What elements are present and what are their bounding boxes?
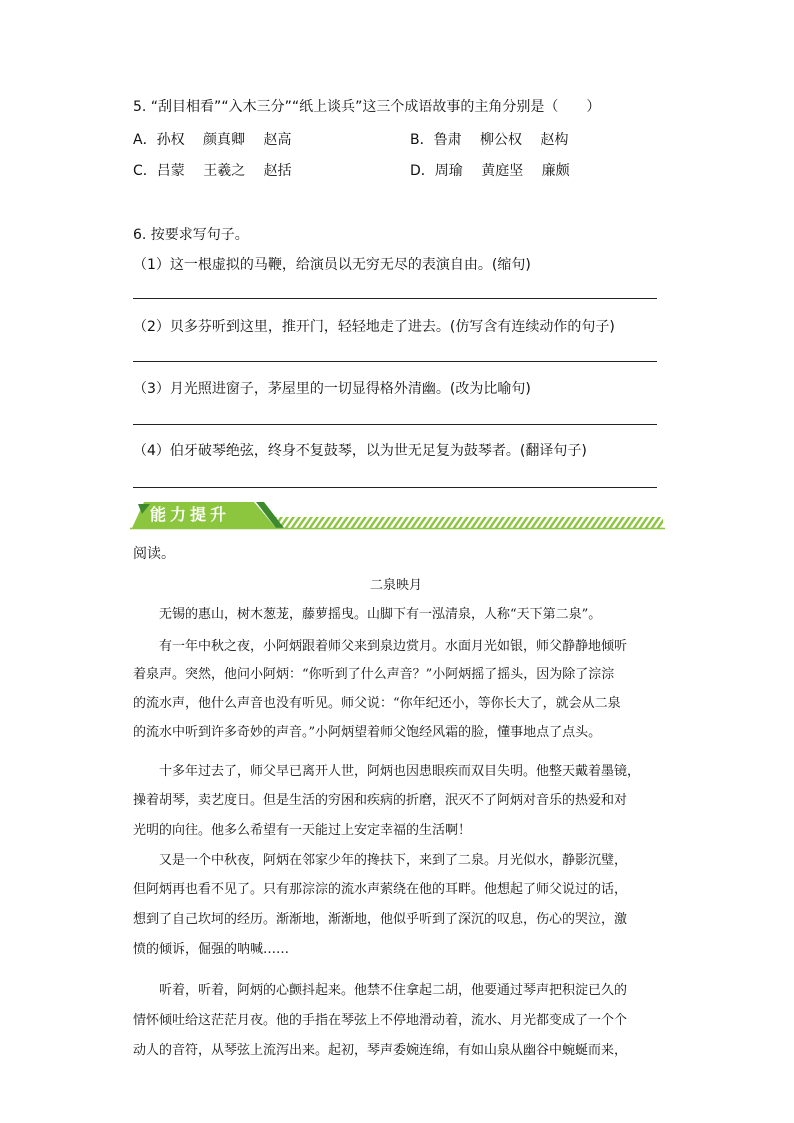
q6-item-4: （4）伯牙破琴绝弦，终身不复鼓琴，以为世无足复为鼓琴者。(翻译句子): [133, 443, 587, 459]
q5-option-b: B．鲁肃 柳公权 赵构: [410, 132, 569, 148]
passage-line: 情怀倾吐给这茫茫月夜。他的手指在琴弦上不停地滑动着，流水、月光都变成了一个个: [133, 1013, 628, 1028]
passage-line: 的流水中听到许多奇妙的声音。”小阿炳望着师父饱经风霜的脸，懂事地点了点头。: [133, 725, 602, 740]
passage-line: 想到了自己坎坷的经历。渐渐地，渐渐地，他似乎听到了深沉的叹息，伤心的哭泣，激: [133, 912, 628, 927]
q5-option-c: C．吕蒙 王羲之 赵括: [133, 163, 292, 179]
q6-item-1: （1）这一根虚拟的马鞭，给演员以无穷无尽的表演自由。(缩句): [133, 257, 531, 273]
q5-option-d: D．周瑜 黄庭坚 廉颇: [410, 163, 570, 179]
passage-line: 着泉声。突然，他问小阿炳：“你听到了什么声音？”小阿炳摇了摇头，因为除了淙淙: [133, 667, 615, 682]
q6-stem: 6. 按要求写句子。: [133, 227, 249, 243]
answer-line-1[interactable]: [133, 298, 657, 299]
passage-title: 二泉映月: [370, 578, 423, 593]
answer-line-4[interactable]: [133, 487, 657, 488]
q5-option-a: A．孙权 颜真卿 赵高: [133, 132, 292, 148]
passage-line: 无锡的惠山，树木葱茏，藤萝摇曳。山脚下有一泓清泉，人称“天下第二泉”。: [133, 607, 602, 622]
q5-stem: 5. “刮目相看”“入木三分”“纸上谈兵”这三个成语故事的主角分别是（ ）: [133, 99, 601, 115]
passage-line: 有一年中秋之夜，小阿炳跟着师父来到泉边赏月。水面月光如银，师父静静地倾听: [133, 639, 628, 654]
passage-line: 但阿炳再也看不见了。只有那淙淙的流水声萦绕在他的耳畔。他想起了师父说过的话，: [133, 882, 628, 897]
banner-stripes: [275, 517, 663, 528]
passage-line: 十多年过去了，师父早已离开人世，阿炳也因患眼疾而双目失明。他整天戴着墨镜，: [133, 764, 641, 779]
passage-line: 光明的向往。他多么希望有一天能过上安定幸福的生活啊！: [133, 823, 472, 838]
q6-item-3: （3）月光照进窗子，茅屋里的一切显得格外清幽。(改为比喻句): [133, 381, 531, 397]
passage-line: 的流水声，他什么声音也没有听见。师父说：“你年纪还小，等你长大了，就会从二泉: [133, 696, 621, 711]
passage-line: 又是一个中秋夜，阿炳在邻家少年的搀扶下，来到了二泉。月光似水，静影沉璧，: [133, 853, 628, 868]
passage-line: 操着胡琴，卖艺度日。但是生活的穷困和疾病的折磨，泯灭不了阿炳对音乐的热爱和对: [133, 793, 628, 808]
reading-instruction: 阅读。: [133, 546, 175, 562]
section-title: 能力提升: [150, 505, 231, 524]
passage-line: 动人的音符，从琴弦上流泻出来。起初，琴声委婉连绵，有如山泉从幽谷中蜿蜒而来，: [133, 1043, 628, 1058]
answer-line-3[interactable]: [133, 424, 657, 425]
passage-line: 愤的倾诉，倔强的呐喊……: [133, 942, 290, 957]
passage-line: 听着，听着，阿炳的心颤抖起来。他禁不住拿起二胡，他要通过琴声把积淀已久的: [133, 983, 628, 998]
q6-item-2: （2）贝多芬听到这里，推开门，轻轻地走了进去。(仿写含有连续动作的句子): [133, 319, 615, 335]
answer-line-2[interactable]: [133, 361, 657, 362]
